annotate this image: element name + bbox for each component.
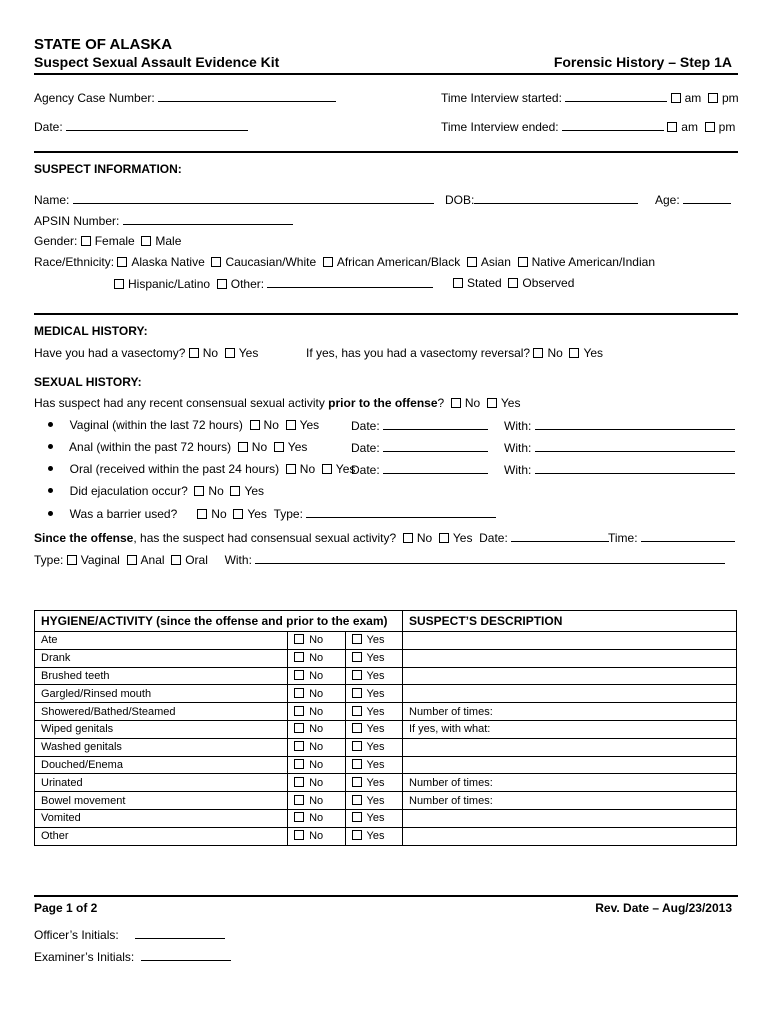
- activity-no-checkbox[interactable]: [294, 830, 304, 840]
- time-started-pm-checkbox[interactable]: [708, 93, 718, 103]
- bullet-icon: [48, 466, 53, 471]
- ejaculation-label: Did ejaculation occur?: [69, 484, 188, 498]
- activity-description[interactable]: [403, 649, 737, 667]
- barrier-type-field[interactable]: [306, 506, 496, 518]
- activity-yes-cell: [345, 756, 402, 774]
- alaska-native-label: Alaska Native: [131, 255, 205, 269]
- activity-description[interactable]: [403, 685, 737, 703]
- oral-date: [351, 462, 488, 477]
- yes-label: Yes: [366, 741, 385, 754]
- officer-initials-row: [34, 927, 225, 942]
- prior-activity-question: Has suspect had any recent consensual sexual activity: [34, 396, 325, 410]
- date-label: Date:: [351, 419, 380, 433]
- activity-yes-cell: [345, 685, 402, 703]
- anal-date-field[interactable]: [383, 440, 488, 452]
- time-started-am-checkbox[interactable]: [671, 93, 681, 103]
- table-row: [35, 667, 737, 685]
- barrier-row: [48, 506, 496, 521]
- activity-no-checkbox[interactable]: [294, 706, 304, 716]
- stated-label: Stated: [467, 276, 502, 290]
- other-race-checkbox[interactable]: [217, 279, 227, 289]
- activity-yes-checkbox[interactable]: [352, 634, 362, 644]
- activity-no-cell: [288, 720, 345, 738]
- time-ended-pm-checkbox[interactable]: [705, 122, 715, 132]
- since-with-field[interactable]: [255, 552, 725, 564]
- ejaculation-row: [48, 484, 264, 498]
- time-started-field[interactable]: [565, 90, 667, 102]
- native-american-checkbox[interactable]: [518, 257, 528, 267]
- apsin-field[interactable]: [123, 213, 293, 225]
- activity-description[interactable]: Number of times:: [403, 792, 737, 810]
- am-label: am: [684, 91, 702, 105]
- form-step-title: Forensic History – Step 1A: [553, 54, 732, 70]
- vaginal-short-label: Vaginal: [80, 553, 120, 567]
- yes-label: Yes: [366, 758, 385, 771]
- name-field[interactable]: [73, 192, 434, 204]
- table-row: [35, 792, 737, 810]
- table-row: [35, 649, 737, 667]
- activity-yes-checkbox[interactable]: [352, 723, 362, 733]
- yes-label: Yes: [238, 346, 259, 360]
- activity-yes-checkbox[interactable]: [352, 795, 362, 805]
- table-row: [35, 703, 737, 721]
- type-label: Type:: [34, 553, 64, 567]
- vaginal-date: [351, 418, 488, 433]
- activity-no-checkbox[interactable]: [294, 688, 304, 698]
- caucasian-label: Caucasian/White: [225, 255, 317, 269]
- bullet-icon: [48, 511, 53, 516]
- activity-label: Washed genitals: [35, 738, 288, 756]
- activity-description[interactable]: [403, 632, 737, 650]
- with-label: With:: [504, 463, 532, 477]
- activity-no-checkbox[interactable]: [294, 777, 304, 787]
- type-oral-checkbox[interactable]: [171, 555, 181, 565]
- since-time: [608, 530, 735, 545]
- footer-divider: [34, 895, 738, 897]
- reversal-row: [306, 346, 603, 360]
- vaginal-no-checkbox[interactable]: [250, 420, 260, 430]
- activity-yes-checkbox[interactable]: [352, 777, 362, 787]
- with-label: With:: [504, 441, 532, 455]
- bullet-icon: [48, 444, 53, 449]
- stated-checkbox[interactable]: [453, 278, 463, 288]
- race-row-2: [114, 276, 433, 291]
- race-label: Race/Ethnicity:: [34, 255, 115, 269]
- oral-date-field[interactable]: [383, 462, 488, 474]
- yes-label: Yes: [583, 346, 604, 360]
- activity-yes-checkbox[interactable]: [352, 812, 362, 822]
- race-row: [34, 255, 655, 269]
- activity-yes-cell: [345, 649, 402, 667]
- reversal-no-checkbox[interactable]: [533, 348, 543, 358]
- table-row: [35, 720, 737, 738]
- vaginal-with-field[interactable]: [535, 418, 735, 430]
- activity-yes-cell: [345, 774, 402, 792]
- hygiene-table-body: [35, 632, 737, 846]
- oral-yes-checkbox[interactable]: [322, 464, 332, 474]
- oral-no-checkbox[interactable]: [286, 464, 296, 474]
- since-no-checkbox[interactable]: [403, 533, 413, 543]
- asian-label: Asian: [480, 255, 511, 269]
- bullet-icon: [48, 422, 53, 427]
- oral-short-label: Oral: [185, 553, 208, 567]
- no-label: No: [309, 776, 324, 789]
- stated-observed-row: [453, 276, 574, 290]
- since-date-field[interactable]: [511, 530, 609, 542]
- page-number: Page 1 of 2: [34, 901, 98, 915]
- barrier-label: Was a barrier used?: [69, 507, 178, 521]
- hispanic-label: Hispanic/Latino: [128, 277, 211, 291]
- date-label: Date:: [351, 441, 380, 455]
- activity-no-checkbox[interactable]: [294, 670, 304, 680]
- ejaculation-no-checkbox[interactable]: [194, 486, 204, 496]
- table-row: [35, 827, 737, 845]
- activity-yes-checkbox[interactable]: [352, 652, 362, 662]
- table-row: [35, 756, 737, 774]
- activity-yes-cell: [345, 827, 402, 845]
- no-label: No: [309, 758, 324, 771]
- table-row: [35, 809, 737, 827]
- yes-label: Yes: [500, 396, 521, 410]
- apsin-row: [34, 213, 293, 228]
- activity-yes-cell: [345, 720, 402, 738]
- activity-no-cell: [288, 703, 345, 721]
- time-label: Time:: [608, 531, 638, 545]
- since-time-field[interactable]: [641, 530, 735, 542]
- pm-label: pm: [718, 120, 736, 134]
- yes-label: Yes: [287, 440, 308, 454]
- yes-label: Yes: [244, 484, 265, 498]
- asian-checkbox[interactable]: [467, 257, 477, 267]
- activity-no-checkbox[interactable]: [294, 741, 304, 751]
- no-label: No: [309, 794, 324, 807]
- observed-label: Observed: [522, 276, 575, 290]
- activity-description[interactable]: If yes, with what:: [403, 720, 737, 738]
- no-label: No: [464, 396, 481, 410]
- prior-activity-emphasis: prior to the offense: [328, 396, 438, 410]
- no-label: No: [309, 687, 324, 700]
- agency-case-label: Agency Case Number:: [34, 91, 155, 105]
- description-heading: SUSPECT’S DESCRIPTION: [403, 611, 737, 632]
- hygiene-heading: HYGIENE/ACTIVITY (since the offense and prior to the exam): [35, 611, 403, 632]
- prior-yes-checkbox[interactable]: [487, 398, 497, 408]
- activity-yes-checkbox[interactable]: [352, 759, 362, 769]
- activity-description[interactable]: [403, 827, 737, 845]
- yes-label: Yes: [366, 669, 385, 682]
- activity-label: Vomited: [35, 809, 288, 827]
- section-divider: [34, 151, 738, 153]
- no-label: No: [251, 440, 268, 454]
- anal-with-field[interactable]: [535, 440, 735, 452]
- since-yes-checkbox[interactable]: [439, 533, 449, 543]
- time-ended-label: Time Interview ended:: [441, 120, 559, 134]
- gender-label: Gender:: [34, 234, 78, 248]
- dob-field[interactable]: [474, 192, 638, 204]
- table-header-row: [35, 611, 737, 632]
- male-checkbox[interactable]: [141, 236, 151, 246]
- yes-label: Yes: [366, 830, 385, 843]
- activity-yes-checkbox[interactable]: [352, 706, 362, 716]
- examiner-initials-row: [34, 949, 231, 964]
- no-label: No: [202, 346, 219, 360]
- am-label: am: [681, 120, 698, 134]
- activity-label: Douched/Enema: [35, 756, 288, 774]
- date-label: Date:: [34, 120, 63, 134]
- activity-description[interactable]: [403, 667, 737, 685]
- yes-label: Yes: [366, 812, 385, 825]
- yes-label: Yes: [335, 462, 356, 476]
- date-label: Date:: [479, 531, 508, 545]
- vasectomy-row: [34, 346, 258, 360]
- activity-yes-cell: [345, 738, 402, 756]
- vaginal-date-field[interactable]: [383, 418, 488, 430]
- table-row: [35, 738, 737, 756]
- activity-yes-checkbox[interactable]: [352, 670, 362, 680]
- table-row: [35, 685, 737, 703]
- form-kit-title: Suspect Sexual Assault Evidence Kit: [34, 54, 280, 70]
- vaginal-with: [504, 418, 735, 433]
- yes-label: Yes: [299, 418, 320, 432]
- yes-label: Yes: [366, 723, 385, 736]
- native-american-label: Native American/Indian: [531, 255, 655, 269]
- activity-no-checkbox[interactable]: [294, 634, 304, 644]
- activity-no-cell: [288, 809, 345, 827]
- activity-no-checkbox[interactable]: [294, 652, 304, 662]
- examiner-initials-field[interactable]: [141, 949, 231, 961]
- activity-description[interactable]: Number of times:: [403, 774, 737, 792]
- bullet-icon: [48, 488, 53, 493]
- dob-row: [445, 192, 638, 207]
- activity-yes-checkbox[interactable]: [352, 688, 362, 698]
- yes-label: Yes: [366, 776, 385, 789]
- hygiene-table: [34, 610, 737, 846]
- activity-no-checkbox[interactable]: [294, 723, 304, 733]
- anal-date: [351, 440, 488, 455]
- date-field[interactable]: [66, 119, 248, 131]
- activity-no-cell: [288, 667, 345, 685]
- type-vaginal-checkbox[interactable]: [67, 555, 77, 565]
- time-ended-am-checkbox[interactable]: [667, 122, 677, 132]
- activity-yes-cell: [345, 792, 402, 810]
- no-label: No: [309, 723, 324, 736]
- other-race-field[interactable]: [267, 276, 433, 288]
- yes-label: Yes: [366, 705, 385, 718]
- officer-initials-label: Officer’s Initials:: [34, 928, 119, 942]
- activity-description[interactable]: Number of times:: [403, 703, 737, 721]
- no-label: No: [309, 705, 324, 718]
- no-label: No: [211, 507, 227, 521]
- activity-yes-checkbox[interactable]: [352, 741, 362, 751]
- name-label: Name:: [34, 193, 70, 207]
- agency-case-row: [34, 90, 336, 105]
- activity-no-cell: [288, 756, 345, 774]
- african-american-label: African American/Black: [336, 255, 461, 269]
- time-started-row: [441, 90, 739, 105]
- vasectomy-no-checkbox[interactable]: [189, 348, 199, 358]
- yes-label: Yes: [366, 687, 385, 700]
- activity-description[interactable]: [403, 809, 737, 827]
- ejaculation-yes-checkbox[interactable]: [230, 486, 240, 496]
- sexual-history-heading: SEXUAL HISTORY:: [34, 375, 142, 389]
- no-label: No: [263, 418, 279, 432]
- prior-activity-row: [34, 396, 520, 410]
- since-offense-row: [34, 530, 609, 545]
- suspect-info-heading: SUSPECT INFORMATION:: [34, 162, 182, 176]
- activity-no-cell: [288, 792, 345, 810]
- no-label: No: [416, 531, 433, 545]
- activity-label: Bowel movement: [35, 792, 288, 810]
- reversal-question: If yes, has you had a vasectomy reversal?: [306, 346, 531, 360]
- apsin-label: APSIN Number:: [34, 214, 120, 228]
- reversal-yes-checkbox[interactable]: [569, 348, 579, 358]
- with-label: With:: [224, 553, 252, 567]
- activity-no-cell: [288, 649, 345, 667]
- header-divider: [34, 73, 738, 75]
- activity-no-cell: [288, 738, 345, 756]
- activity-label: Drank: [35, 649, 288, 667]
- age-label: Age:: [655, 193, 680, 207]
- activity-label: Brushed teeth: [35, 667, 288, 685]
- african-american-checkbox[interactable]: [323, 257, 333, 267]
- barrier-type-label: Type:: [273, 507, 303, 521]
- anal-short-label: Anal: [140, 553, 165, 567]
- no-label: No: [309, 830, 324, 843]
- age-field[interactable]: [683, 192, 731, 204]
- time-started-label: Time Interview started:: [441, 91, 562, 105]
- yes-label: Yes: [366, 652, 385, 665]
- date-label: Date:: [351, 463, 380, 477]
- yes-label: Yes: [366, 794, 385, 807]
- no-label: No: [299, 462, 316, 476]
- time-ended-field[interactable]: [562, 119, 664, 131]
- no-label: No: [547, 346, 563, 360]
- oral-row: [48, 462, 355, 476]
- activity-label: Wiped genitals: [35, 720, 288, 738]
- anal-with: [504, 440, 735, 455]
- anal-row: [48, 440, 307, 454]
- barrier-yes-checkbox[interactable]: [233, 509, 243, 519]
- prior-activity-qmark: ?: [437, 396, 445, 410]
- age-row: [655, 192, 731, 207]
- medical-history-heading: MEDICAL HISTORY:: [34, 324, 148, 338]
- activity-label: Urinated: [35, 774, 288, 792]
- since-offense-emphasis: Since the offense: [34, 531, 134, 545]
- no-label: No: [208, 484, 224, 498]
- activity-no-checkbox[interactable]: [294, 812, 304, 822]
- no-label: No: [309, 741, 324, 754]
- activity-yes-cell: [345, 667, 402, 685]
- no-label: No: [309, 669, 324, 682]
- male-label: Male: [155, 234, 182, 248]
- since-offense-question: , has the suspect had consensual sexual activity?: [133, 531, 397, 545]
- prior-no-checkbox[interactable]: [451, 398, 461, 408]
- yes-label: Yes: [366, 634, 385, 647]
- activity-description[interactable]: [403, 756, 737, 774]
- pm-label: pm: [721, 91, 739, 105]
- activity-no-cell: [288, 827, 345, 845]
- activity-yes-checkbox[interactable]: [352, 830, 362, 840]
- vasectomy-yes-checkbox[interactable]: [225, 348, 235, 358]
- no-label: No: [309, 812, 324, 825]
- oral-label: Oral (received within the past 24 hours): [69, 462, 280, 476]
- form-state-title: STATE OF ALASKA: [34, 36, 173, 53]
- activity-label: Showered/Bathed/Steamed: [35, 703, 288, 721]
- alaska-native-checkbox[interactable]: [117, 257, 127, 267]
- table-row: [35, 632, 737, 650]
- officer-initials-field[interactable]: [135, 927, 225, 939]
- dob-label: DOB:: [445, 193, 475, 207]
- oral-with: [504, 462, 735, 477]
- yes-label: Yes: [452, 531, 473, 545]
- name-row: [34, 192, 434, 207]
- vaginal-row: [48, 418, 319, 432]
- yes-label: Yes: [247, 507, 267, 521]
- activity-no-checkbox[interactable]: [294, 759, 304, 769]
- barrier-no-checkbox[interactable]: [197, 509, 207, 519]
- type-anal-checkbox[interactable]: [127, 555, 137, 565]
- hispanic-checkbox[interactable]: [114, 279, 124, 289]
- activity-label: Gargled/Rinsed mouth: [35, 685, 288, 703]
- with-label: With:: [504, 419, 532, 433]
- anal-yes-checkbox[interactable]: [274, 442, 284, 452]
- no-label: No: [309, 652, 324, 665]
- observed-checkbox[interactable]: [508, 278, 518, 288]
- activity-yes-cell: [345, 632, 402, 650]
- no-label: No: [309, 634, 324, 647]
- activity-label: Other: [35, 827, 288, 845]
- activity-no-cell: [288, 632, 345, 650]
- date-row: [34, 119, 248, 134]
- since-type-row: [34, 552, 725, 567]
- vaginal-label: Vaginal (within the last 72 hours): [69, 418, 243, 432]
- examiner-initials-label: Examiner’s Initials:: [34, 950, 135, 964]
- activity-yes-cell: [345, 809, 402, 827]
- table-row: [35, 774, 737, 792]
- section-divider: [34, 313, 738, 315]
- activity-description[interactable]: [403, 738, 737, 756]
- activity-no-cell: [288, 685, 345, 703]
- activity-no-checkbox[interactable]: [294, 795, 304, 805]
- anal-label: Anal (within the past 72 hours): [69, 440, 232, 454]
- caucasian-checkbox[interactable]: [211, 257, 221, 267]
- time-ended-row: [441, 119, 735, 134]
- female-checkbox[interactable]: [81, 236, 91, 246]
- activity-label: Ate: [35, 632, 288, 650]
- other-race-label: Other:: [230, 277, 265, 291]
- anal-no-checkbox[interactable]: [238, 442, 248, 452]
- female-label: Female: [94, 234, 135, 248]
- activity-no-cell: [288, 774, 345, 792]
- activity-yes-cell: [345, 703, 402, 721]
- vaginal-yes-checkbox[interactable]: [286, 420, 296, 430]
- gender-row: [34, 234, 181, 248]
- revision-date: Rev. Date – Aug/23/2013: [595, 901, 732, 915]
- vasectomy-question: Have you had a vasectomy?: [34, 346, 186, 360]
- agency-case-field[interactable]: [158, 90, 336, 102]
- oral-with-field[interactable]: [535, 462, 735, 474]
